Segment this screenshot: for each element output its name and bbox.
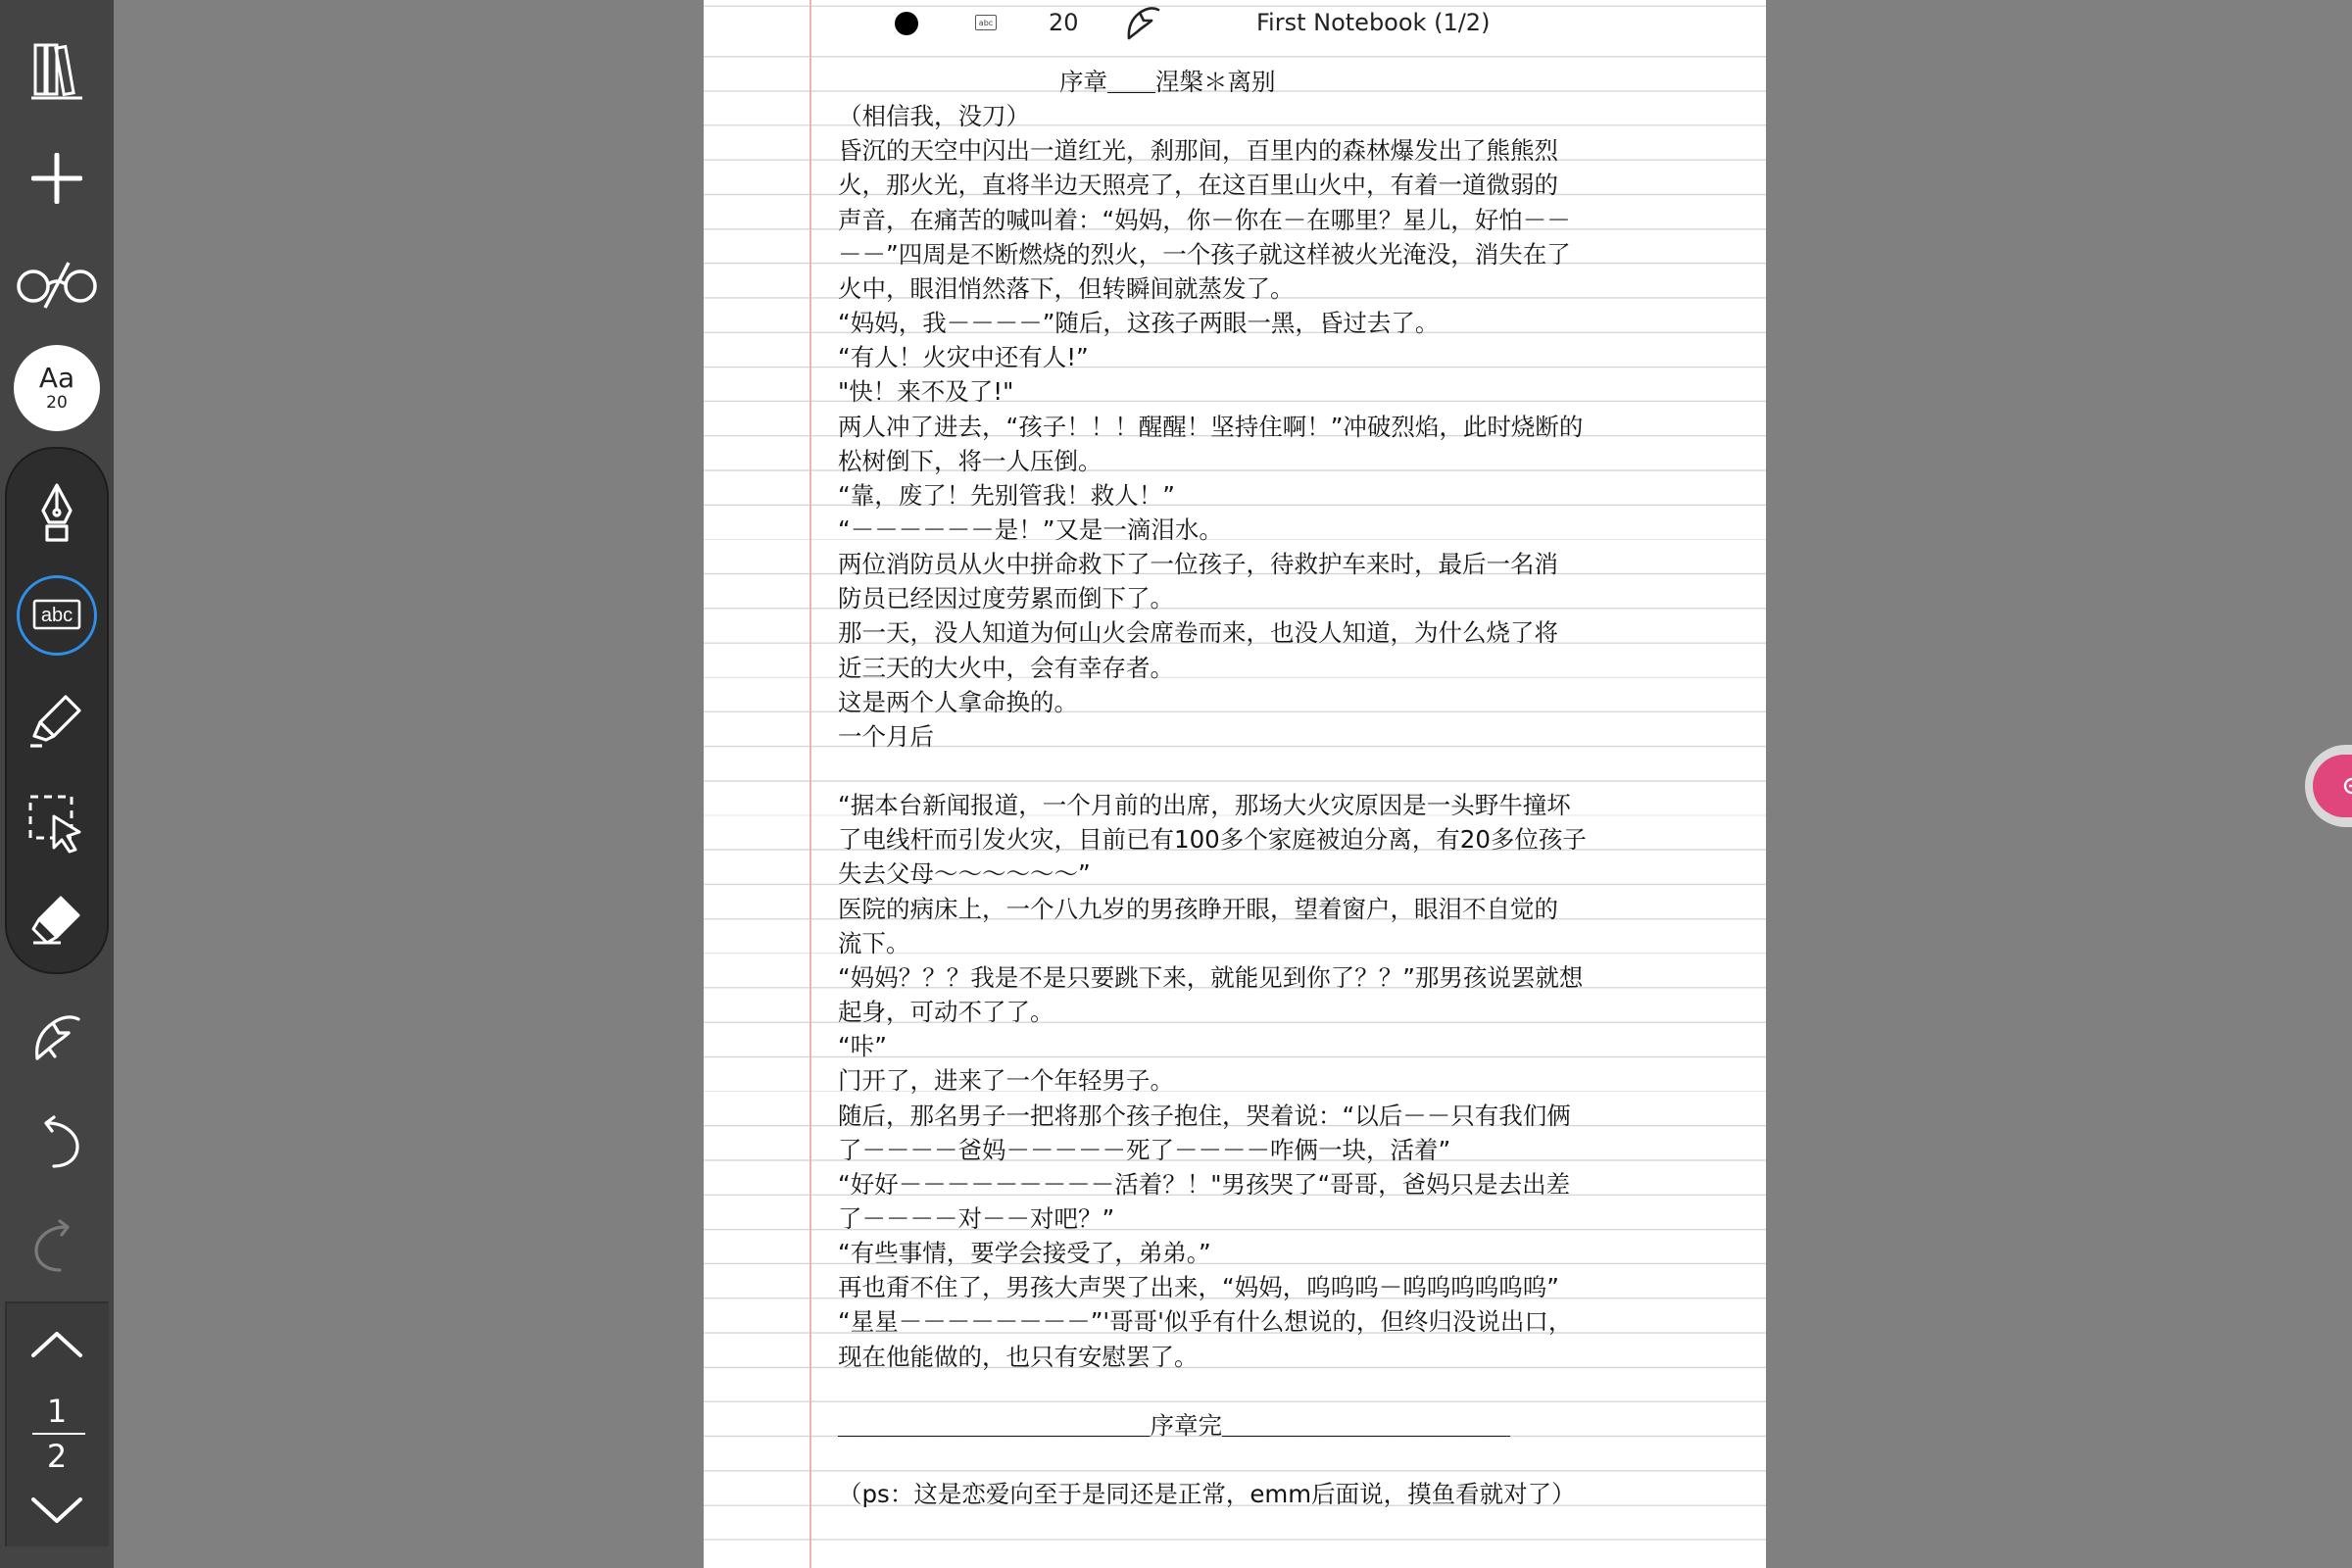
- text-line: 近三天的大火中，会有幸存者。: [838, 653, 1174, 682]
- chevron-down-icon: [29, 1495, 84, 1525]
- pen-color-icon[interactable]: [895, 12, 918, 35]
- text-line: 防员已经因过度劳累而倒下了。: [838, 584, 1174, 613]
- svg-text:abc: abc: [40, 605, 74, 626]
- abc-text-icon: [32, 599, 81, 632]
- library-button[interactable]: [8, 22, 106, 120]
- text-line: 昏沉的天空中闪出一道红光，刹那间，百里内的森林爆发出了熊熊烈: [838, 136, 1558, 166]
- text-line: “好好－－－－－－－－－活着？！"男孩哭了“哥哥，爸妈只是去出差: [838, 1169, 1571, 1199]
- undo-button[interactable]: [8, 1094, 106, 1192]
- current-page-number: 1: [46, 1393, 68, 1430]
- add-icon: [31, 153, 82, 204]
- text-line: 失去父母～～～～～～”: [838, 859, 1091, 889]
- text-line: “妈妈，我－－－－”随后，这孩子两眼一黑，昏过去了。: [838, 309, 1440, 338]
- fountain-pen-tool[interactable]: [8, 465, 106, 563]
- eraser-tool[interactable]: [8, 870, 106, 968]
- text-line: 了－－－－爸妈－－－－－死了－－－－咋俩一块，活着”: [838, 1135, 1451, 1164]
- text-line: 松树倒下，将一人压倒。: [838, 446, 1102, 475]
- text-line: （相信我，没刀）: [838, 102, 1030, 131]
- text-line: －－”四周是不断燃烧的烈火，一个孩子就这样被火光淹没，消失在了: [838, 239, 1571, 269]
- notebook-page[interactable]: [704, 0, 1766, 1568]
- reading-mode-button[interactable]: [8, 235, 106, 333]
- text-line: 两位消防员从火中拼命救下了一位孩子，待救护车来时，最后一名消: [838, 550, 1558, 579]
- text-line: 那一天，没人知道为何山火会席卷而来，也没人知道，为什么烧了将: [838, 618, 1558, 648]
- page-down-button[interactable]: [8, 1476, 106, 1544]
- notebook-title: First Notebook (1/2): [1256, 9, 1491, 36]
- text-line: 火，那火光，直将半边天照亮了，在这百里山火中，有着一道微弱的: [838, 171, 1558, 200]
- text-line: （ps：这是恋爱向至于是同还是正常，emm后面说，摸鱼看就对了）: [838, 1480, 1576, 1509]
- page-navigator: [5, 1301, 109, 1546]
- text-line: "快！来不及了!": [838, 377, 1014, 407]
- text-line: 了－－－－对－－对吧？”: [838, 1203, 1115, 1233]
- page-top-bar: [704, 0, 1766, 47]
- text-line: “有人！火灾中还有人!”: [838, 343, 1089, 372]
- shape-hand-icon[interactable]: [1123, 3, 1162, 46]
- expand-icon: [2340, 776, 2352, 796]
- library-icon: [29, 39, 84, 102]
- text-line: “靠，废了！先别管我！救人！”: [838, 480, 1175, 510]
- fountain-pen-icon: [35, 483, 78, 544]
- text-line: 医院的病床上，一个八九岁的男孩睁开眼，望着窗户，眼泪不自觉的: [838, 894, 1558, 923]
- side-panel-handle-accent: [2313, 755, 2352, 817]
- redo-icon: [32, 1219, 81, 1274]
- font-size-button[interactable]: [14, 345, 100, 431]
- margin-line: [809, 0, 811, 1568]
- font-button-size: 20: [46, 393, 68, 413]
- chevron-up-icon: [29, 1330, 84, 1359]
- text-line: 两人冲了进去，“孩子！！！醒醒！坚持住啊！”冲破烈焰，此时烧断的: [838, 412, 1584, 441]
- text-line: “－－－－－－是！”又是一滴泪水。: [838, 514, 1223, 544]
- text-line: “据本台新闻报道，一个月前的出席，那场大火灾原因是一头野牛撞坏: [838, 791, 1571, 820]
- glasses-icon: [16, 259, 98, 310]
- text-line: 火中，眼泪悄然落下，但转瞬间就蒸发了。: [838, 273, 1295, 303]
- text-line: “有些事情，要学会接受了，弟弟。”: [838, 1239, 1211, 1268]
- text-line: 门开了，进来了一个年轻男子。: [838, 1066, 1174, 1096]
- text-line: ＿＿＿＿＿＿＿＿＿＿＿＿＿序章完＿＿＿＿＿＿＿＿＿＿＿＿: [838, 1410, 1510, 1440]
- shape-tool[interactable]: [8, 988, 106, 1086]
- text-line: 流下。: [838, 928, 910, 957]
- text-line: 了电线杆而引发火灾，目前已有100多个家庭被迫分离，有20多位孩子: [838, 825, 1587, 855]
- chapter-title: 序章＿＿涅槃＊离别: [1059, 68, 1276, 96]
- shape-hand-icon: [29, 1009, 84, 1064]
- text-line: 再也甭不住了，男孩大声哭了出来，“妈妈，呜呜呜－呜呜呜呜呜呜”: [838, 1273, 1559, 1302]
- text-line: “咔”: [838, 1032, 887, 1061]
- lasso-select-icon: [26, 793, 87, 854]
- text-tool[interactable]: [8, 566, 106, 664]
- highlighter-tool[interactable]: [8, 670, 106, 768]
- highlighter-icon: [28, 691, 85, 748]
- text-line: 现在他能做的，也只有安慰罢了。: [838, 1342, 1199, 1371]
- add-button[interactable]: [8, 129, 106, 227]
- side-panel-handle[interactable]: [2305, 745, 2352, 827]
- text-line: 声音，在痛苦的喊叫着：“妈妈，你－你在－在哪里？星儿，好怕－－: [838, 205, 1571, 234]
- drawing-tools-group: [5, 447, 109, 974]
- redo-button[interactable]: [8, 1198, 106, 1296]
- active-tool-indicator: [17, 575, 97, 656]
- page-up-button[interactable]: [8, 1307, 106, 1382]
- lasso-select-tool[interactable]: [8, 774, 106, 872]
- left-toolbar: [0, 0, 114, 1568]
- total-page-number: 2: [46, 1438, 68, 1475]
- pen-size-label[interactable]: 20: [1049, 9, 1079, 36]
- text-mode-icon[interactable]: abc: [975, 15, 997, 30]
- undo-icon: [32, 1115, 81, 1170]
- text-line: 起身，可动不了了。: [838, 998, 1054, 1027]
- font-button-label: Aa: [38, 362, 75, 394]
- text-line: 随后，那名男子一把将那个孩子抱住，哭着说：“以后－－只有我们俩: [838, 1101, 1571, 1130]
- eraser-icon: [31, 894, 82, 945]
- page-divider: [32, 1433, 85, 1435]
- text-line: “星星－－－－－－－－”'哥哥'似乎有什么想说的，但终归没说出口，: [838, 1307, 1573, 1337]
- text-line: 一个月后: [838, 721, 934, 751]
- text-line: 这是两个人拿命换的。: [838, 687, 1078, 716]
- text-line: “妈妈？？？我是不是只要跳下来，就能见到你了？？”那男孩说罢就想: [838, 962, 1584, 992]
